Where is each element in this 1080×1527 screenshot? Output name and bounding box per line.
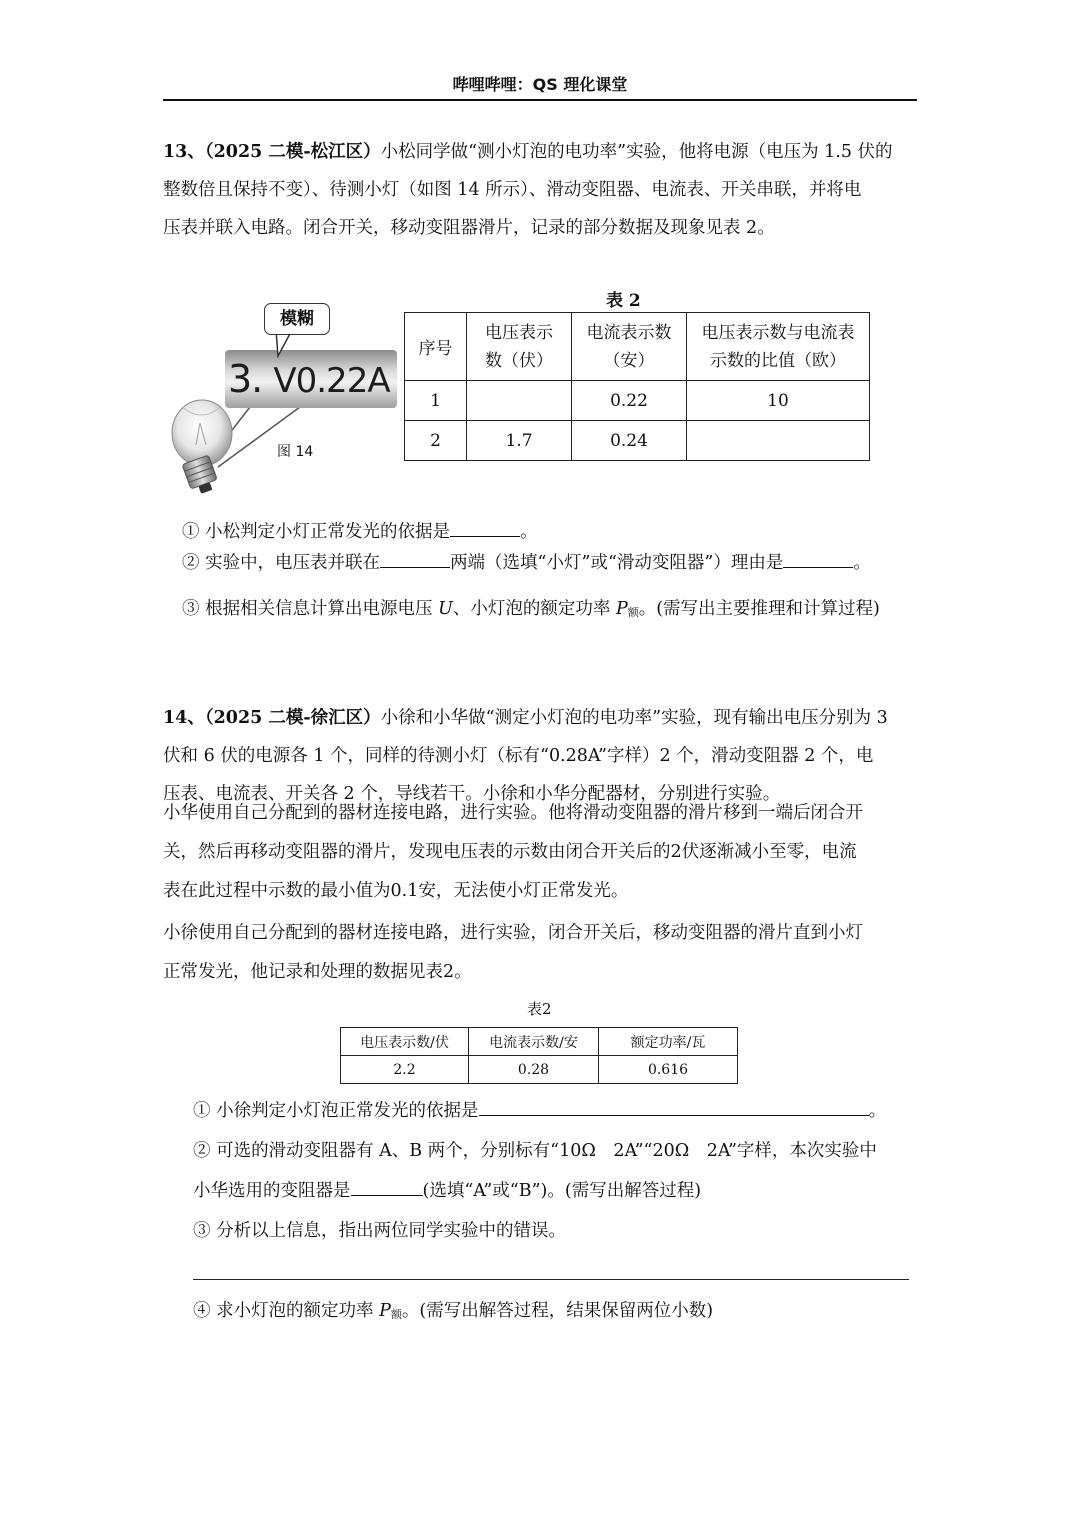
q13-intro-line2: 整数倍且保持不变）、待测小灯（如图 14 所示）、滑动变阻器、电流表、开关串联，并将电 — [163, 180, 862, 200]
q13-heading: 13、（2025 二模-松江区） — [163, 142, 381, 162]
table-row — [405, 421, 870, 461]
q13-intro-line3: 压表并联入电路。闭合开关，移动变阻器滑片，记录的部分数据及现象见表 2。 — [163, 218, 775, 238]
q13-intro-line1: 小松同学做“测小灯泡的电功率”实验，他将电源（电压为 1.5 伏的 — [380, 142, 893, 162]
table-cell: 1 — [405, 381, 467, 421]
table-cell: 0.28 — [469, 1056, 599, 1084]
nameplate-rating: V0.22A — [273, 361, 390, 401]
answer-blank[interactable] — [351, 1177, 423, 1196]
table-row — [405, 381, 870, 421]
table-cell: 0.616 — [599, 1056, 738, 1084]
q13-data-table — [404, 312, 870, 461]
q14-intro: 14、（2025 二模-徐汇区）小徐和小华做“测定小灯泡的电功率”实验，现有输出电压分别为 3 伏和 6 伏的电源各 1 个，同样的待测小灯（标有“0.28A”字样）2 个，滑动变阻器 2 个，电 压表、电流表、开关各 2 个，导线若干。小徐和小华分配器材，分别进行实验。 — [163, 708, 888, 804]
table-header-cell: 电流表示数 （安） — [572, 313, 687, 381]
nameplate-text — [228, 352, 396, 406]
table-row — [341, 1056, 738, 1084]
q14-sub4: ④ 求小灯泡的额定功率 P额。(需写出解答过程，结果保留两位小数) — [193, 1301, 714, 1321]
table-header-cell: 电压表示数/伏 — [341, 1028, 469, 1056]
q13-sub1: ① 小松判定小灯正常发光的依据是 。 — [182, 513, 922, 551]
answer-blank[interactable] — [783, 549, 853, 568]
figure-caption: 图 14 — [277, 444, 314, 460]
bulb-glass — [172, 400, 232, 466]
answer-blank[interactable] — [479, 1097, 869, 1116]
q13-sub3: ③ 根据相关信息计算出电源电压 U、小灯泡的额定功率 P额。(需写出主要推理和计算过程) — [182, 599, 880, 619]
table-header-cell: 电压表示数与电流表 示数的比值（欧） — [687, 313, 870, 381]
table-cell — [687, 421, 870, 461]
answer-blank[interactable] — [380, 549, 450, 568]
table-cell: 0.24 — [572, 421, 687, 461]
q14-heading: 14、（2025 二模-徐汇区） — [163, 708, 381, 728]
q14-sub2: ② 可选的滑动变阻器有 A、B 两个，分别标有“10Ω 2A”“20Ω 2A”字样，本次实验中 — [193, 1141, 877, 1161]
table-cell: 2 — [405, 421, 467, 461]
table-header-cell: 电压表示 数（伏） — [467, 313, 572, 381]
blurred-callout: 模糊 — [264, 303, 330, 335]
answer-line[interactable] — [193, 1279, 909, 1280]
q13-intro — [163, 133, 917, 247]
table-cell: 0.22 — [572, 381, 687, 421]
nameplate-number: 3. — [228, 357, 263, 401]
table-header-cell: 序号 — [405, 313, 467, 381]
table-cell — [467, 381, 572, 421]
q13-table-caption: 表 2 — [606, 291, 641, 311]
q14-paragraph-3: 小徐使用自己分配到的器材连接电路，进行实验，闭合开关后，移动变阻器的滑片直到小灯 正常发光，他记录和处理的数据见表2。 — [163, 923, 863, 982]
header-rule — [163, 99, 917, 101]
table-cell: 10 — [687, 381, 870, 421]
table-header-cell: 电流表示数/安 — [469, 1028, 599, 1056]
q14-data-table — [340, 1027, 738, 1084]
table-cell: 2.2 — [341, 1056, 469, 1084]
q14-sub3: ③ 分析以上信息，指出两位同学实验中的错误。 — [193, 1221, 567, 1241]
page-header: 哔哩哔哩：QS 理化课堂 — [452, 75, 628, 94]
q14-table-caption: 表2 — [527, 1000, 552, 1018]
q14-paragraph-2: 小华使用自己分配到的器材连接电路，进行实验。他将滑动变阻器的滑片移到一端后闭合开 关，然后再移动变阻器的滑片，发现电压表的示数由闭合开关后的2伏逐渐减小至零，电流 表在此过程中示数的最小值为0.1安，无法使小灯正常发光。 — [163, 803, 863, 901]
answer-blank[interactable] — [450, 518, 520, 537]
q14-sub1: ① 小徐判定小灯泡正常发光的依据是 。 — [193, 1092, 917, 1130]
table-cell: 1.7 — [467, 421, 572, 461]
table-header-cell: 额定功率/瓦 — [599, 1028, 738, 1056]
q14-sub2-cont: 小华选用的变阻器是 (选填“A”或“B”)。(需写出解答过程) — [193, 1172, 917, 1211]
q13-sub2: ② 实验中，电压表并联在 两端（选填“小灯”或“滑动变阻器”）理由是 。 — [182, 544, 922, 582]
